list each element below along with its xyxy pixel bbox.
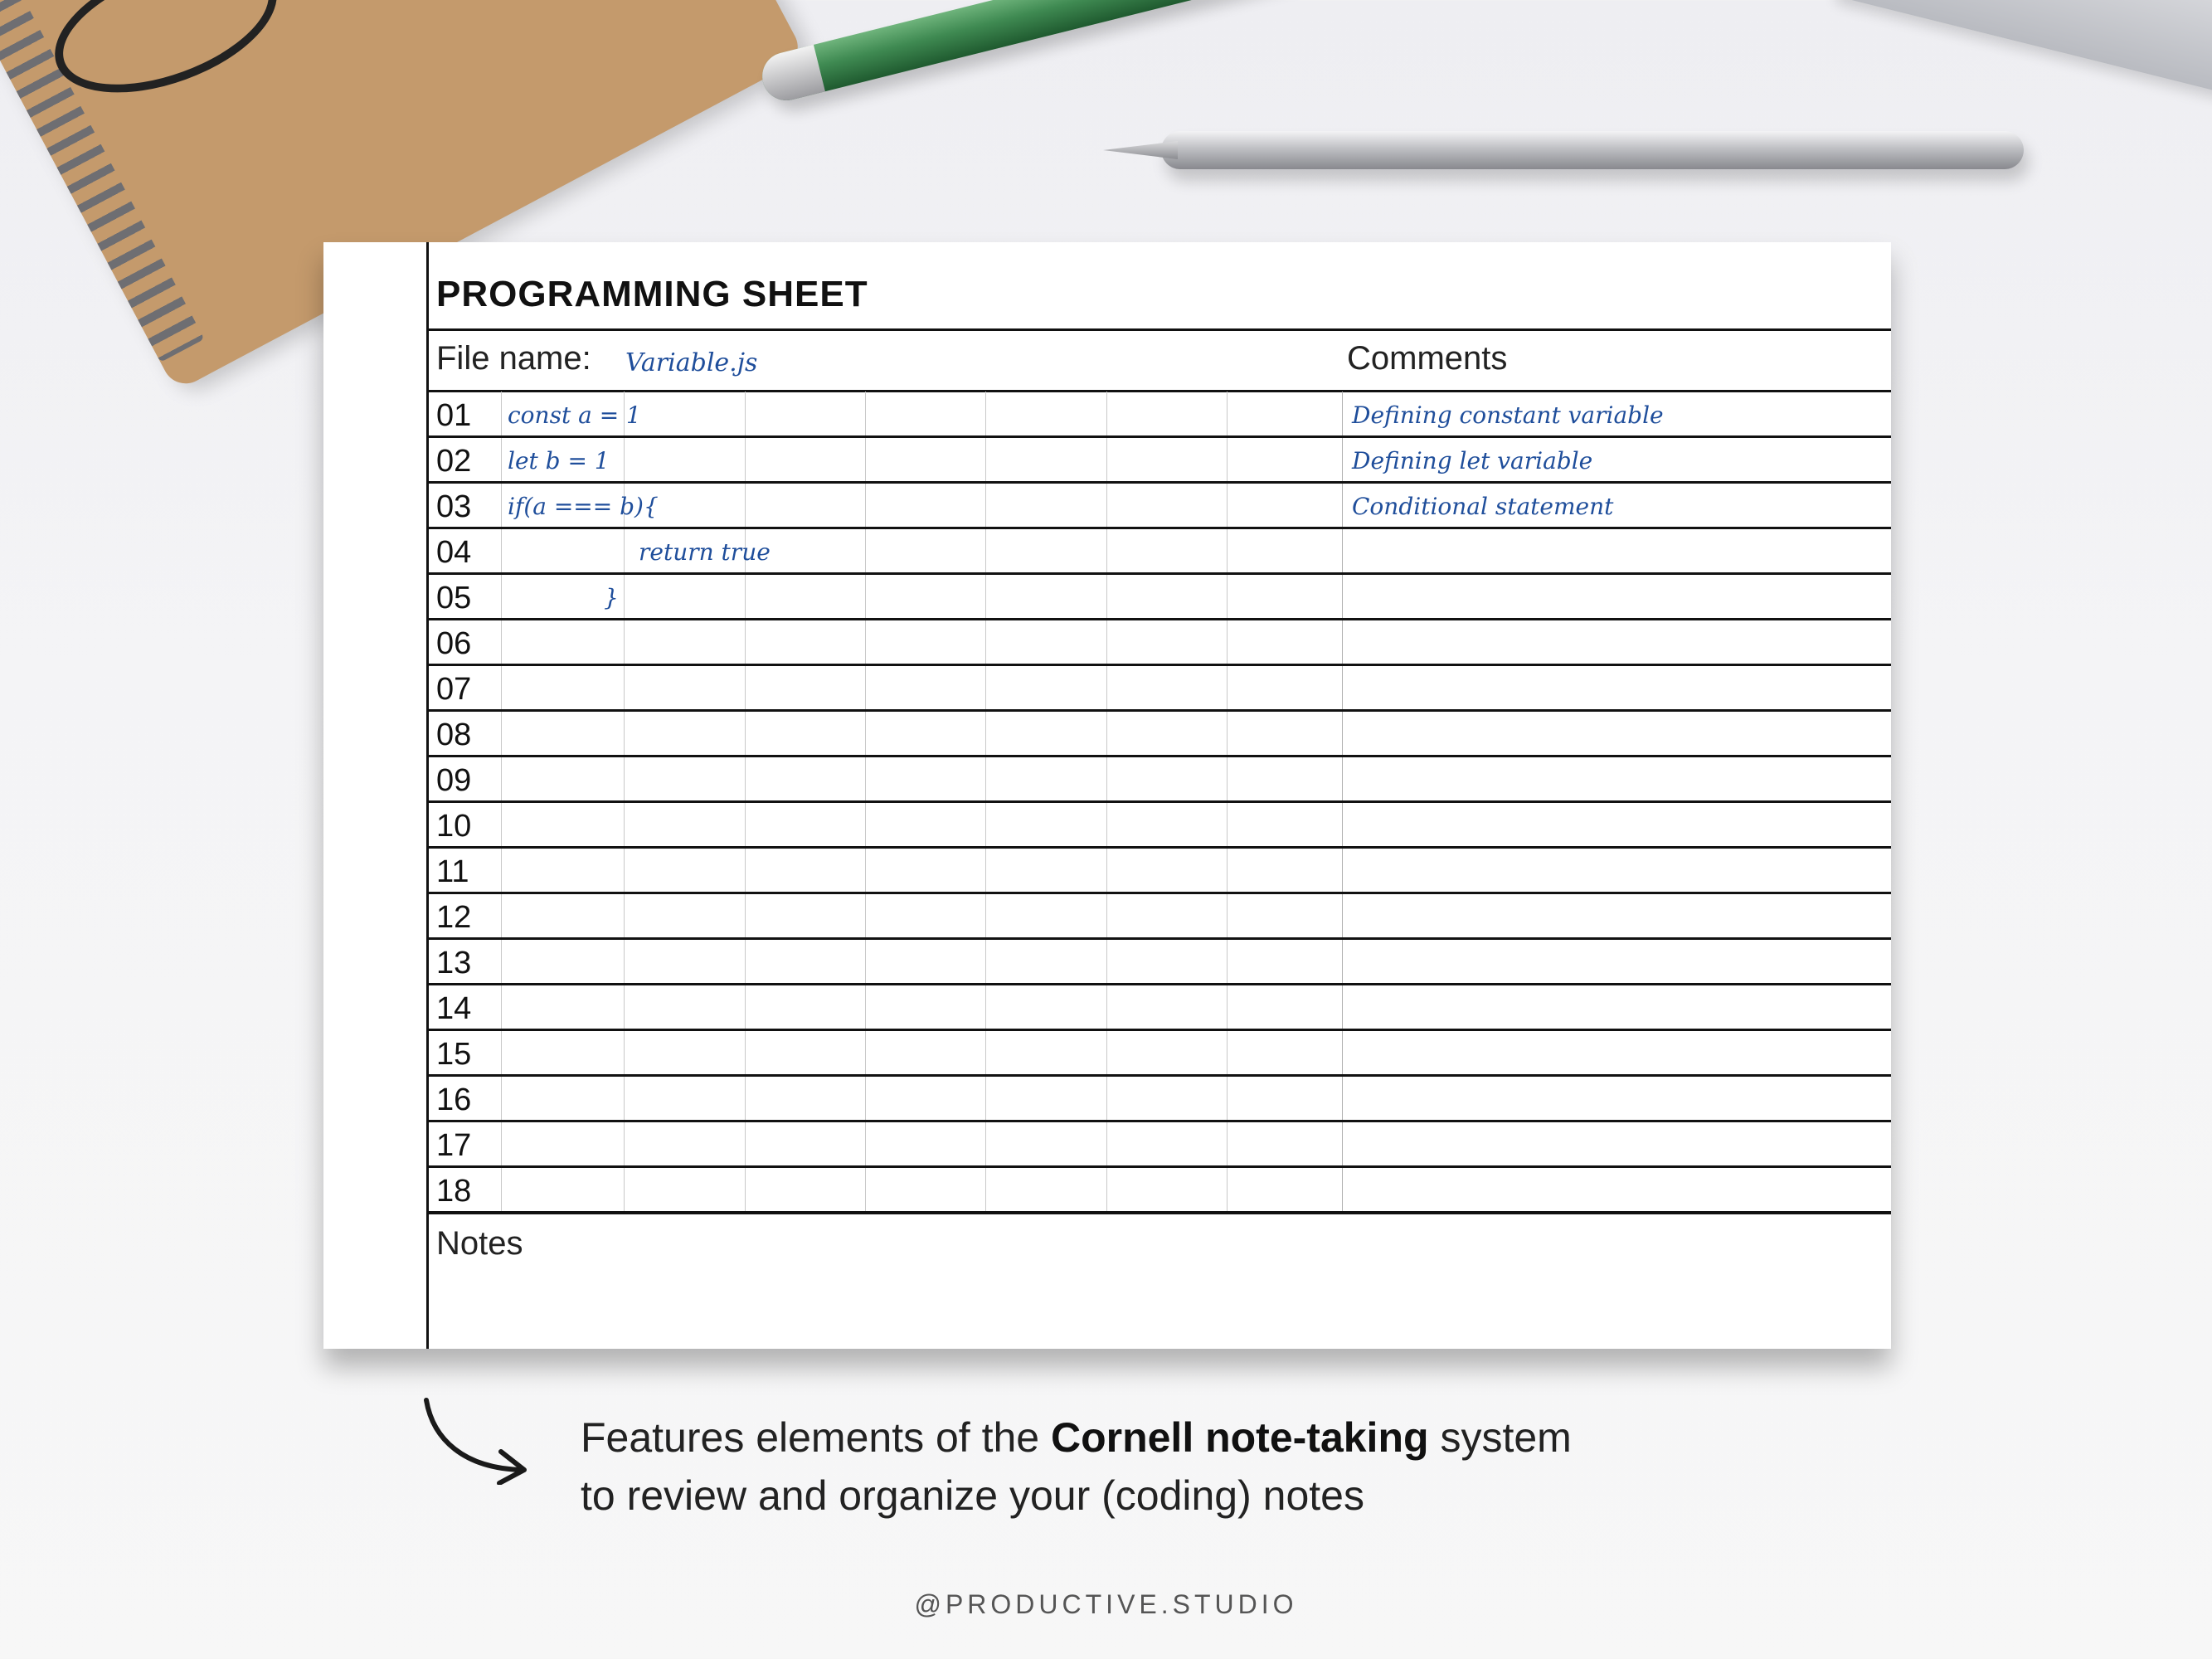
comment-text: Conditional statement — [1352, 493, 1614, 520]
line-number: 13 — [436, 946, 472, 980]
line-number: 10 — [436, 809, 472, 844]
line-number: 08 — [436, 718, 472, 752]
comment-text: Defining constant variable — [1352, 401, 1664, 429]
footer-brand: @PRODUCTIVE.STUDIO — [914, 1589, 1298, 1619]
line-number: 03 — [436, 489, 472, 524]
programming-sheet — [323, 242, 1891, 1349]
notes-label: Notes — [436, 1225, 523, 1262]
line-number: 04 — [436, 535, 472, 570]
line-number: 18 — [436, 1174, 472, 1209]
caption-line-2: to review and organize your (coding) notes — [581, 1472, 1364, 1519]
line-number: 09 — [436, 763, 472, 798]
row-rule — [426, 937, 1891, 940]
line-number: 17 — [436, 1128, 472, 1163]
laptop-corner-image — [1835, 0, 2212, 100]
line-number: 05 — [436, 581, 472, 615]
caption — [581, 1408, 1742, 1525]
code-text: const a = 1 — [508, 401, 641, 429]
file-name-value: Variable.js — [625, 348, 758, 377]
line-number: 16 — [436, 1082, 472, 1117]
row-rule — [426, 1120, 1891, 1122]
row-rule — [426, 435, 1891, 438]
line-number: 12 — [436, 900, 472, 935]
code-text: if(a === b){ — [508, 493, 659, 520]
green-pen-image — [757, 0, 1558, 105]
row-rule — [426, 983, 1891, 985]
line-number: 07 — [436, 672, 472, 707]
line-number: 15 — [436, 1037, 472, 1072]
silver-pen-image — [1161, 131, 2024, 169]
code-text: return true — [639, 538, 771, 566]
file-name-label: File name: — [436, 340, 591, 377]
header-rule — [426, 328, 1891, 331]
code-text: } — [604, 584, 619, 611]
line-number: 11 — [436, 854, 469, 889]
row-rule — [426, 892, 1891, 894]
code-text: let b = 1 — [508, 447, 610, 474]
row-rule — [426, 1074, 1891, 1077]
row-rule — [426, 481, 1891, 484]
row-rule — [426, 664, 1891, 666]
row-rule — [426, 755, 1891, 757]
line-number: 01 — [436, 398, 472, 433]
line-number: 02 — [436, 444, 472, 479]
row-rule — [426, 709, 1891, 712]
row-rule — [426, 618, 1891, 620]
row-rule — [426, 527, 1891, 529]
line-number: 14 — [436, 991, 472, 1026]
row-rule — [426, 1165, 1891, 1168]
cornell-margin-line — [426, 242, 429, 1349]
line-number: 06 — [436, 626, 472, 661]
comments-label: Comments — [1347, 340, 1508, 377]
caption-text-1: Features elements of the — [581, 1414, 1051, 1461]
row-rule — [426, 800, 1891, 803]
caption-bold: Cornell note-taking — [1050, 1414, 1429, 1461]
grid-bottom-rule — [426, 1211, 1891, 1214]
grid-top-rule — [426, 390, 1891, 392]
row-rule — [426, 846, 1891, 849]
row-rule — [426, 1029, 1891, 1031]
comment-text: Defining let variable — [1352, 447, 1593, 474]
sheet-title: PROGRAMMING SHEET — [436, 274, 868, 314]
caption-text-2: system — [1428, 1414, 1572, 1461]
row-rule — [426, 572, 1891, 575]
pen-point — [1103, 141, 1178, 159]
curved-arrow-icon — [418, 1394, 542, 1485]
